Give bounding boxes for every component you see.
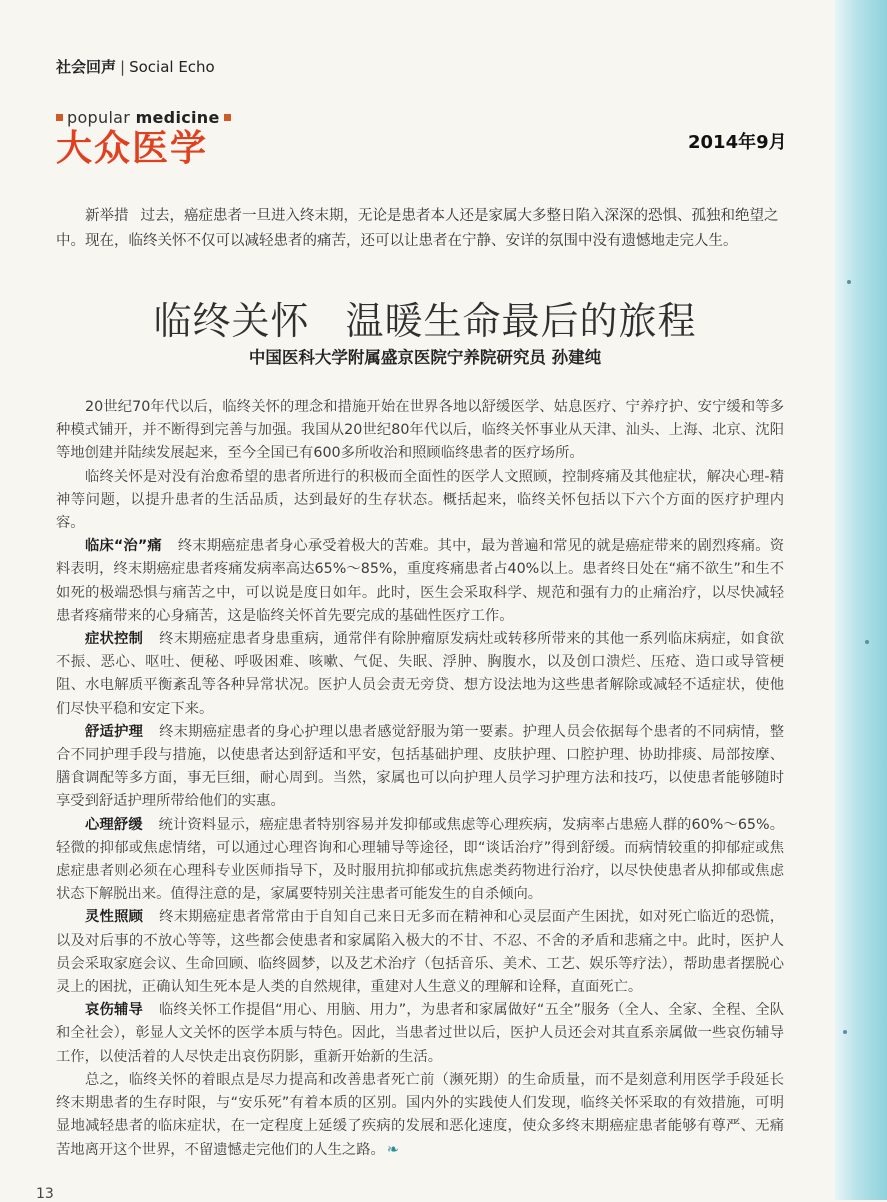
section-title-cn: 社会回声 (56, 58, 117, 76)
paragraph-heading: 灵性照顾 (85, 909, 144, 926)
magazine-logo (56, 108, 231, 169)
logo-en-emphasis: medicine (135, 108, 220, 127)
paragraph-text: 终末期癌症患者常常由于自知自己来日无多而在精神和心灵层面产生困扰，如对死亡临近的恐慌，以及对后事的不放心等等，这些都会使患者和家属陷入极大的不甘、不忍、不舍的矛盾和悲痛之中。此时，医护人员会采取家庭会议、生命回顾、临终圆梦，以及艺术治疗（包括音乐、美术、工艺、娱乐等疗法），帮助患者摆脱心灵上的困扰，正确认知生死本是人类的自然规律，重建对人生意义的理解和诠释，直面死亡。 (56, 909, 785, 996)
article-title-part: 温暖生命最后的旅程 (345, 299, 697, 343)
paragraph-heading: 临床“治”痛 (85, 538, 162, 555)
article-paragraph (56, 628, 784, 721)
article-paragraph (56, 814, 784, 907)
article-paragraph (56, 999, 784, 1069)
article-paragraph (56, 466, 784, 536)
section-separator: | (120, 58, 126, 76)
paragraph-heading: 心理舒缓 (85, 816, 143, 833)
paragraph-text: 终末期癌症患者身患重病，通常伴有除肿瘤原发病灶或转移所带来的其他一系列临床病症，如食欲不振、恶心、呕吐、便秘、呼吸困难、咳嗽、气促、失眠、浮肿、胸腹水，以及创口溃烂、压疮、造口或导管梗阻、水电解质平衡紊乱等各种异常状况。医护人员会责无旁贷、想方设法地为这些患者解除或减轻不适症状，使他们尽快平稳和安定下来。 (56, 631, 785, 717)
article-title-part: 临终关怀 (153, 299, 310, 343)
article-author: 中国医科大学附属盛京医院宁养院研究员 孙建纯 (248, 348, 602, 367)
article-paragraph (56, 396, 784, 466)
article-title (0, 290, 850, 345)
logo-square-icon (56, 114, 63, 121)
section-title-en: Social Echo (129, 58, 215, 76)
page-number: 13 (36, 1186, 54, 1202)
speck (847, 280, 851, 284)
leaf-icon: ❧ (386, 1141, 399, 1158)
section-header (56, 56, 215, 77)
paragraph-text: 统计资料显示，癌症患者特别容易并发抑郁或焦虑等心理疾病，发病率占患癌人群的60%～65%。轻微的抑郁或焦虑情绪，可以通过心理咨询和心理辅导等途径，即“谈话治疗”得到舒缓。而病情较重的抑郁症或焦虑症患者则必须在心理科专业医师指导下，及时服用抗抑郁或抗焦虑类药物进行治疗，以尽快使患者从抑郁或焦虑状态下解脱出来。值得注意的是，家属要特别关注患者可能发生的自杀倾向。 (56, 816, 785, 903)
article-paragraph (56, 535, 784, 628)
paragraph-text: 临终关怀工作提倡“用心、用脑、用力”，为患者和家属做好“五全”服务（全人、全家、全程、全队和全社会），彰显人文关怀的医学本质与特色。因此，当患者过世以后，医护人员还会对其直系亲属做一些哀伤辅导工作，以使活着的人尽快走出哀伤阴影，重新开始新的生活。 (56, 1002, 785, 1065)
logo-chinese: 大众医学 (56, 128, 209, 169)
paragraph-heading: 哀伤辅导 (85, 1002, 144, 1019)
paragraph-text: 总之，临终关怀的着眼点是尽力提高和改善患者死亡前（濒死期）的生命质量，而不是刻意利用医学手段延长终末期患者的生存时限，与“安乐死”有着本质的区别。国内外的实践使人们发现，临终关怀采取的有效措施，可明显地减轻患者的临床症状，在一定程度上延缓了疾病的发展和恶化速度，使众多终末期癌症患者能够有尊严、无痛苦地离开这个世界，不留遗憾走完他们的人生之路。 (56, 1071, 784, 1158)
editor-note-text: 过去，癌症患者一旦进入终末期，无论是患者本人还是家属大多整日陷入深深的恐惧、孤独和绝望之中。现在，临终关怀不仅可以减轻患者的痛苦，还可以让患者在宁静、安详的氛围中没有遗憾地走完人生。 (56, 208, 779, 249)
editor-note (56, 204, 784, 254)
editor-note-tag: 新举措 (85, 208, 129, 224)
logo-en-prefix: popular (67, 108, 131, 127)
page-edge-strip (835, 0, 887, 1200)
paragraph-text: 终末期癌症患者的身心护理以患者感觉舒服为第一要素。护理人员会依据每个患者的不同病情，整合不同护理手段与措施，以使患者达到舒适和平安，包括基础护理、皮肤护理、口腔护理、协助排痰、局部按摩、膳食调配等多方面，事无巨细，耐心周到。当然，家属也可以向护理人员学习护理方法和技巧，以使患者能够随时享受到舒适护理所带给他们的实惠。 (56, 723, 785, 810)
article-paragraph (56, 1069, 784, 1162)
speck (843, 1030, 847, 1034)
article-body (56, 396, 784, 1162)
logo-square-icon (224, 114, 231, 121)
paragraph-text: 临终关怀是对没有治愈希望的患者所进行的积极而全面性的医学人文照顾，控制疼痛及其他症状，解决心理-精神等问题，以提升患者的生活品质，达到最好的生存状态。概括起来，临终关怀包括以下六个方面的医疗护理内容。 (56, 468, 784, 532)
article-paragraph (56, 906, 784, 999)
paragraph-text: 20世纪70年代以后，临终关怀的理念和措施开始在世界各地以舒缓医学、姑息医疗、宁养疗护、安宁缓和等多种模式铺开，并不断得到完善与加强。我国从20世纪80年代以后，临终关怀事业从天津、汕头、上海、北京、沈阳等地创建并陆续发展起来，至今全国已有600多所收治和照顾临终患者的医疗场所。 (56, 399, 784, 462)
paragraph-heading: 症状控制 (85, 631, 144, 648)
paragraph-heading: 舒适护理 (85, 723, 144, 740)
logo-english (56, 108, 231, 127)
issue-date: 2014年9月 (688, 132, 787, 153)
paragraph-text: 终末期癌症患者身心承受着极大的苦难。其中，最为普遍和常见的就是癌症带来的剧烈疼痛。资料表明，终末期癌症患者疼痛发病率高达65%～85%，重度疼痛患者占40%以上。患者终日处在“痛不欲生”和生不如死的极端恐惧与痛苦之中，可以说是度日如年。此时，医生会采取科学、规范和强有力的止痛治疗，以尽快减轻患者疼痛带来的心身痛苦，这是临终关怀首先要完成的基础性医疗工作。 (56, 538, 785, 624)
article-paragraph (56, 721, 784, 814)
article-title-text (153, 299, 696, 343)
speck (865, 640, 869, 644)
